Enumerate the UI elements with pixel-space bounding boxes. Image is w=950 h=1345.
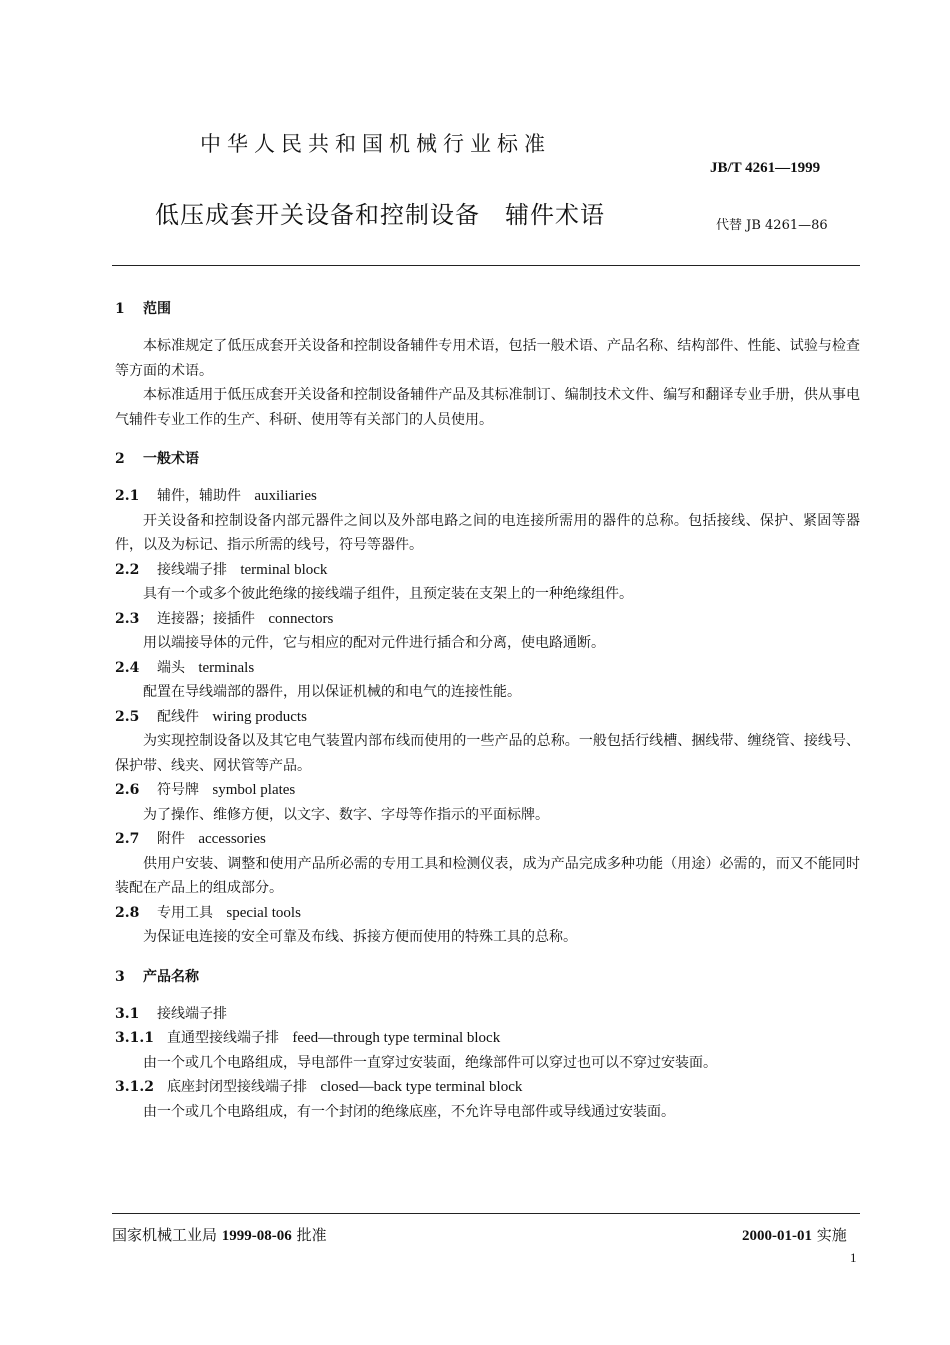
term-definition: 用以端接导体的元件，它与相应的配对元件进行插合和分离，使电路通断。 <box>143 635 605 651</box>
standard-number: JB/T 4261—1999 <box>710 160 821 176</box>
term-definition: 为保证电连接的安全可靠及布线、拆接方便而使用的特殊工具的总称。 <box>143 929 577 945</box>
scope-paragraph-1: 本标准规定了低压成套开关设备和控制设备辅件专用术语，包括一般术语、产品名称、结构部件、性能、试验与检查等方面的术语。 <box>115 338 860 379</box>
term-definition: 由一个或几个电路组成，导电部件一直穿过安装面，绝缘部件可以穿过也可以不穿过安装面。 <box>143 1054 717 1071</box>
term-heading: 2.7 附件 accessories <box>115 831 266 847</box>
term-definition: 开关设备和控制设备内部元器件之间以及外部电路之间的电连接所需用的器件的总称。包括接线、保护、紧固等器件，以及为标记、指示所需的线号，符号等器件。 <box>115 512 860 553</box>
approval-label: 批准 <box>296 1226 327 1244</box>
standard-organization: 中华人民共和国机械行业标准 <box>200 132 551 156</box>
approval-line <box>112 1224 327 1245</box>
document-body <box>115 298 860 1124</box>
section-2-heading: 2 一般术语 <box>115 451 199 467</box>
term-heading: 3.1.1 直通型接线端子排 feed—through type terminal block <box>115 1030 501 1046</box>
issuer: 国家机械工业局 <box>112 1226 218 1244</box>
replaces-note: 代替 JB 4261—86 <box>716 218 828 233</box>
scope-paragraph-2: 本标准适用于低压成套开关设备和控制设备辅件产品及其标准制订、编制技术文件、编写和翻译专业手册，供从事电气辅件专业工作的生产、科研、使用等有关部门的人员使用。 <box>115 387 860 428</box>
term-definition: 由一个或几个电路组成，有一个封闭的绝缘底座，不允许导电部件或导线通过安装面。 <box>143 1103 675 1120</box>
term-definition: 为了操作、维修方便，以文字、数字、字母等作指示的平面标牌。 <box>143 806 549 823</box>
term-heading: 3.1 接线端子排 <box>115 1005 227 1022</box>
approval-date: 1999-08-06 <box>221 1228 292 1244</box>
term-definition: 为实现控制设备以及其它电气装置内部布线而使用的一些产品的总称。一般包括行线槽、捆线带、缠绕管、接线号、保护带、线夹、网状管等产品。 <box>115 733 860 774</box>
term-heading: 2.8 专用工具 special tools <box>115 904 301 921</box>
term-definition: 具有一个或多个彼此绝缘的接线端子组件，且预定装在支架上的一种绝缘组件。 <box>143 586 633 602</box>
term-heading: 2.4 端头 terminals <box>115 659 255 676</box>
term-definition: 配置在导线端部的器件，用以保证机械的和电气的连接性能。 <box>143 684 521 700</box>
section-3-heading: 3 产品名称 <box>115 968 199 985</box>
page-number: 1 <box>850 1250 857 1265</box>
term-heading: 2.5 配线件 wiring products <box>115 708 307 725</box>
header-rule <box>112 265 860 266</box>
term-heading: 3.1.2 底座封闭型接线端子排 closed—back type terminal block <box>115 1079 523 1095</box>
implementation-date: 2000-01-01 <box>742 1228 812 1244</box>
implementation-line <box>742 1224 847 1245</box>
document-title: 低压成套开关设备和控制设备 辅件术语 <box>155 201 605 229</box>
term-heading: 2.3 连接器；接插件 connectors <box>115 610 334 627</box>
term-heading: 2.6 符号牌 symbol plates <box>115 782 296 798</box>
section-1-heading: 1 范围 <box>115 301 171 317</box>
term-heading: 2.2 接线端子排 terminal block <box>115 561 328 578</box>
term-heading: 2.1 辅件，辅助件 auxiliaries <box>115 488 317 504</box>
term-definition: 供用户安装、调整和使用产品所必需的专用工具和检测仪表，成为产品完成多种功能（用途）必需的，而又不能同时装配在产品上的组成部分。 <box>115 855 860 896</box>
implementation-label: 实施 <box>816 1226 847 1244</box>
footer-rule <box>112 1213 860 1214</box>
